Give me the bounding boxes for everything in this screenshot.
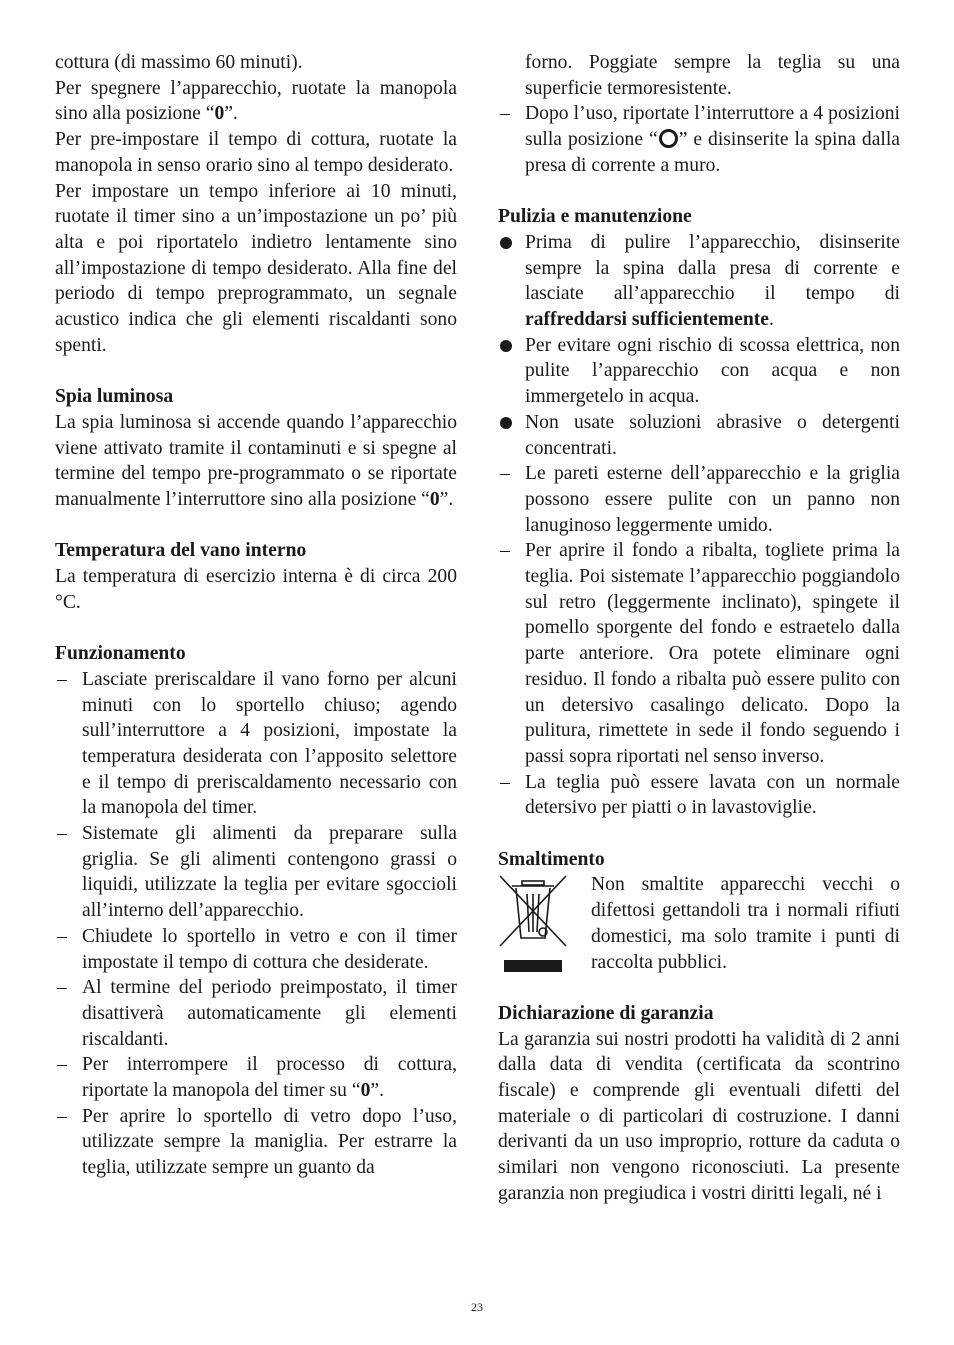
paragraph: cottura (di massimo 60 minuti). — [55, 52, 303, 73]
position-zero: 0 — [429, 488, 440, 510]
dash-marker: – — [57, 925, 67, 947]
right-column — [498, 50, 900, 1207]
list-item-text: Per aprire il fondo a ribalta, togliete prima la teglia. Poi sistemate l’apparecchio poggiandolo sul retro (leggermente inclinato), spingete il pomello sporgente del fondo e estraetelo dalla parte anteriore. Ora potete eliminare ogni residuo. Il fondo a ribalta può essere pulito con un detersivo casalingo delicato. Dopo la pulitura, rimettete in sede il fondo seguendo i passi sopra riportati nel senso inverso. — [525, 540, 900, 767]
list-item-text: Lasciate preriscaldare il vano forno per alcuni minuti con lo sportello chiuso; agendo sull’interruttore a 4 posizioni, impostate la temperatura desiderata con l’apposito selettore e il tempo di preriscaldamento necessario con la manopola del timer. — [82, 668, 457, 819]
paragraph — [55, 410, 457, 513]
position-zero: 0 — [214, 103, 225, 125]
dash-marker: – — [500, 103, 510, 125]
list-item-text: Per aprire lo sportello di vetro dopo l’uso, utilizzate sempre la maniglia. Per estrarre la teglia, utilizzate sempre un guanto da — [82, 1105, 457, 1179]
section-heading-funzionamento: Funzionamento — [55, 643, 186, 665]
list-item — [498, 770, 900, 821]
list-item-text: forno. Poggiate sempre la teglia su una superficie termoresistente. — [525, 52, 900, 99]
text: Per spegnere l’apparecchio, ruotate la manopola sino alla posizione “ — [55, 77, 457, 125]
dot-icon — [500, 417, 512, 429]
emphasis: raffreddarsi sufficientemente — [525, 309, 769, 331]
list-item — [55, 1104, 457, 1181]
list-item-text: Chiudete lo sportello in vetro e con il timer impostate il tempo di cottura che desiderate. — [82, 925, 457, 973]
list-item — [55, 821, 457, 924]
list-item — [55, 924, 457, 975]
text: Per interrompere il processo di cottura, riportate la manopola del timer su “ — [82, 1054, 457, 1102]
section-heading-temperatura: Temperatura del vano interno — [55, 540, 307, 562]
bullet-item — [498, 230, 900, 333]
text: . — [768, 309, 774, 331]
list-item — [498, 101, 900, 178]
paragraph: Per impostare un tempo inferiore ai 10 minuti, ruotate il timer sino a un’impostazione un po’ più alta e poi riportatelo indietro lentamente sino all’impostazione di tempo desiderato. Alla fine del periodo di tempo preprogrammato, un segnale acustico indica che gli elementi riscaldanti sono spenti. — [55, 180, 457, 356]
text: ”. — [370, 1080, 384, 1102]
section-heading-smaltimento: Smaltimento — [498, 848, 605, 870]
list-item-continued — [498, 50, 900, 101]
paragraph: Per pre-impostare il tempo di cottura, ruotate la manopola in senso orario sino al tempo desiderato. — [55, 129, 457, 176]
list-item-text: Sistemate gli alimenti da preparare sulla griglia. Se gli alimenti contengono grassi o liquidi, utilizzate la teglia per evitare sgoccioli all’interno dell’apparecchio. — [82, 823, 457, 922]
position-zero: 0 — [360, 1080, 371, 1102]
list-item-text: Non usate soluzioni abrasive o detergenti concentrati. — [525, 411, 900, 459]
dash-marker: – — [57, 1054, 67, 1076]
list-item-text: Per evitare ogni rischio di scossa elettrica, non pulite l’apparecchio con acqua e non immergetelo in acqua. — [525, 334, 900, 408]
section-heading-pulizia: Pulizia e manutenzione — [498, 206, 692, 228]
dash-marker: – — [500, 540, 510, 562]
list-item — [498, 538, 900, 769]
text: Dopo l’uso, riportate l’interruttore a 4 posizioni sulla posizione “ — [525, 103, 900, 151]
bullet-item — [498, 333, 900, 410]
left-column — [55, 50, 457, 1181]
list-item — [55, 667, 457, 821]
dash-marker: – — [57, 977, 67, 999]
list-item — [55, 1052, 457, 1103]
dot-icon — [500, 237, 512, 249]
ring-icon — [659, 129, 678, 148]
dash-marker: – — [500, 771, 510, 793]
list-item — [498, 461, 900, 538]
section-heading-garanzia: Dichiarazione di garanzia — [498, 1002, 714, 1024]
text: ”. — [439, 488, 454, 510]
paragraph: La temperatura di esercizio interna è di circa 200 °C. — [55, 566, 457, 613]
dash-marker: – — [57, 668, 67, 690]
dash-marker: – — [57, 823, 67, 845]
bullet-item — [498, 410, 900, 461]
paragraph: Non smaltite apparecchi vecchi o difettosi gettandoli tra i normali rifiuti domestici, ma solo tramite i punti di raccolta pubblici. — [591, 874, 900, 973]
paragraph — [55, 76, 457, 127]
list-item — [55, 975, 457, 1052]
section-heading-spia: Spia luminosa — [55, 386, 174, 408]
list-item-text: Al termine del periodo preimpostato, il timer disattiverà automaticamente gli elementi riscaldanti. — [82, 977, 457, 1050]
text: Prima di pulire l’apparecchio, disinserite sempre la spina dalla presa di corrente e lasciate all’apparecchio il tempo di — [525, 231, 900, 305]
text: ” e disinserite la spina dalla presa di corrente a muro. — [525, 129, 900, 176]
dash-marker: – — [57, 1105, 67, 1127]
text: ”. — [224, 103, 238, 125]
list-item-text: Le pareti esterne dell’apparecchio e la griglia possono essere pulite con un panno non lanuginoso leggermente umido. — [525, 463, 900, 536]
dash-marker: – — [500, 463, 510, 485]
disposal-block — [498, 872, 900, 975]
text: La spia luminosa si accende quando l’apparecchio viene attivato tramite il contaminuti e si spegne al termine del tempo pre-programmato o se riportate manualmente l’interruttore sino alla posizione “ — [55, 411, 457, 510]
list-item-text: La teglia può essere lavata con un normale detersivo per piatti o in lavastoviglie. — [525, 771, 900, 819]
crossed-out-bin-icon — [498, 874, 568, 974]
page-number: 23 — [471, 1300, 483, 1314]
dot-icon — [500, 340, 512, 352]
paragraph: La garanzia sui nostri prodotti ha validità di 2 anni dalla data di vendita (certificata da scontrino fiscale) e comprende gli eventuali difetti del materiale o di particolari di costruzione. I danni derivanti da un uso improprio, rotture da caduta o similari non vengono riconosciuti. La presente garanzia non pregiudica i vostri diritti legali, né i — [498, 1028, 900, 1204]
